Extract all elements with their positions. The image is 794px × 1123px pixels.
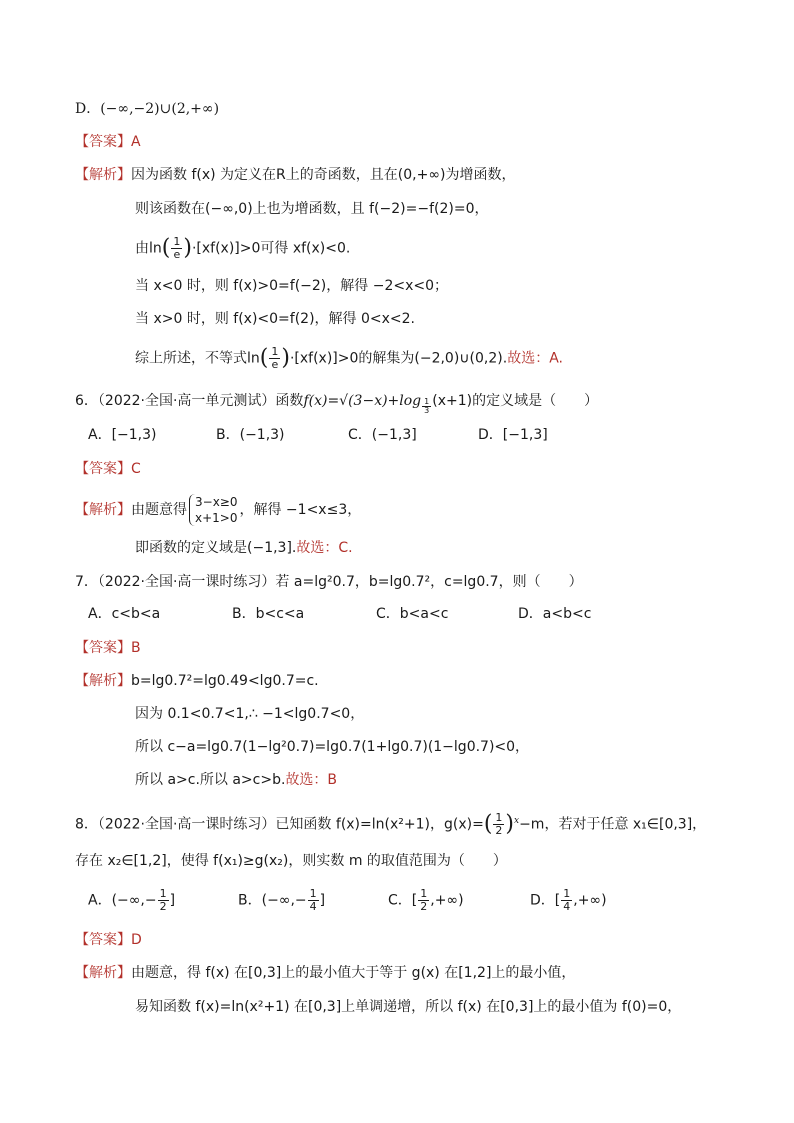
q8-stem-line-1: 8．（2022·全国·高一课时练习）已知函数 f(x)=ln(x²+1)，g(x)=( $\frac{1}{2}$ )$^x$−m，若对于任意 x₁∈[0,3]， bbox=[75, 811, 707, 838]
q6-option-b: B．(−1,3) bbox=[216, 427, 285, 443]
fraction-one-half: $\frac{1}{2}$ bbox=[495, 811, 503, 838]
q8-option-b: B．(−∞,− $\frac{1}{4}$ ] bbox=[238, 887, 326, 913]
q7-options bbox=[88, 603, 591, 625]
q8-option-c: C．[ $\frac{1}{2}$ ,+∞) bbox=[388, 887, 464, 913]
q7-option-c: C．b<a<c bbox=[376, 606, 449, 622]
q5-analysis-line-4: 当 x<0 时，则 f(x)>0=f(−2)，解得 −2<x<0； bbox=[135, 278, 449, 294]
q8-analysis-line-2: 易知函数 f(x)=ln(x²+1) 在[0,3]上单调递增，所以 f(x) 在[0,3]上的最小值为 f(0)=0， bbox=[135, 999, 682, 1015]
q8-options bbox=[88, 888, 607, 913]
q7-answer: 【答案】B bbox=[75, 640, 141, 656]
q5-option-d: D．(−∞,−2)∪(2,+∞) bbox=[75, 101, 220, 117]
q5-analysis-line-1: 【解析】因为函数 f(x) 为定义在R上的奇函数，且在(0,+∞)为增函数， bbox=[75, 167, 516, 183]
q5-analysis-line-5: 当 x>0 时，则 f(x)<0=f(2)，解得 0<x<2. bbox=[135, 311, 415, 327]
q7-option-a: A．c<b<a bbox=[88, 606, 161, 622]
q7-analysis-line-2: 因为 0.1<0.7<1,∴ −1<lg0.7<0， bbox=[135, 706, 365, 722]
fraction-one-over-e: $\frac{1}{e}$ bbox=[271, 345, 279, 371]
q8-answer: 【答案】D bbox=[75, 932, 142, 948]
q5-analysis-line-6: 综上所述，不等式ln( $\frac{1}{e}$ )·[xf(x)]>0的解集为(−2,0)∪(0,2).故选：A. bbox=[135, 345, 563, 371]
q7-analysis-line-1: 【解析】b=lg0.7²=lg0.49<lg0.7=c. bbox=[75, 673, 319, 689]
q6-answer: 【答案】C bbox=[75, 461, 141, 477]
q6-option-d: D．[−1,3] bbox=[478, 427, 548, 443]
q8-stem-line-2: 存在 x₂∈[1,2]，使得 f(x₁)≥g(x₂)，则实数 m 的取值范围为（ ） bbox=[75, 853, 507, 869]
q7-analysis-line-3: 所以 c−a=lg0.7(1−lg²0.7)=lg0.7(1+lg0.7)(1−lg0.7)<0， bbox=[135, 739, 530, 755]
q7-stem: 7．（2022·全国·高一课时练习）若 a=lg²0.7，b=lg0.7²，c=lg0.7，则（ ） bbox=[75, 574, 583, 590]
q5-analysis-line-2: 则该函数在(−∞,0)上也为增函数，且 f(−2)=−f(2)=0， bbox=[135, 201, 489, 217]
q8-option-d: D．[ $\frac{1}{4}$ ,+∞) bbox=[530, 887, 607, 913]
q7-option-d: D．a<b<c bbox=[518, 606, 592, 622]
q6-options bbox=[88, 424, 548, 446]
q5-answer: 【答案】A bbox=[75, 134, 141, 150]
q6-stem: 6．（2022·全国·高一单元测试）函数f(x)=√(3−x)+log $_{\frac{1}{3}}$ (x+1)的定义域是（ ） bbox=[75, 393, 599, 415]
q8-option-a: A．(−∞,− $\frac{1}{2}$ ] bbox=[88, 887, 176, 913]
q7-analysis-line-4: 所以 a>c.所以 a>c>b.故选：B bbox=[135, 772, 338, 788]
q6-option-c: C．(−1,3] bbox=[348, 427, 417, 443]
q6-analysis-line-1: 【解析】由题意得 3−x≥0 x+1>0 ，解得 −1<x≤3， bbox=[75, 495, 362, 525]
q5-analysis-line-3: 由ln( $\frac{1}{e}$ )·[xf(x)]>0可得 xf(x)<0. bbox=[135, 235, 351, 261]
q6-analysis-line-2: 即函数的定义域是(−1,3].故选：C. bbox=[135, 540, 353, 556]
fraction-one-over-e: $\frac{1}{e}$ bbox=[173, 235, 181, 261]
q8-analysis-line-1: 【解析】由题意，得 f(x) 在[0,3]上的最小值大于等于 g(x) 在[1,2]上的最小值， bbox=[75, 965, 576, 981]
q6-option-a: A．[−1,3) bbox=[88, 427, 157, 443]
equation-system: 3−x≥0 x+1>0 bbox=[189, 494, 237, 526]
q7-option-b: B．b<c<a bbox=[232, 606, 305, 622]
